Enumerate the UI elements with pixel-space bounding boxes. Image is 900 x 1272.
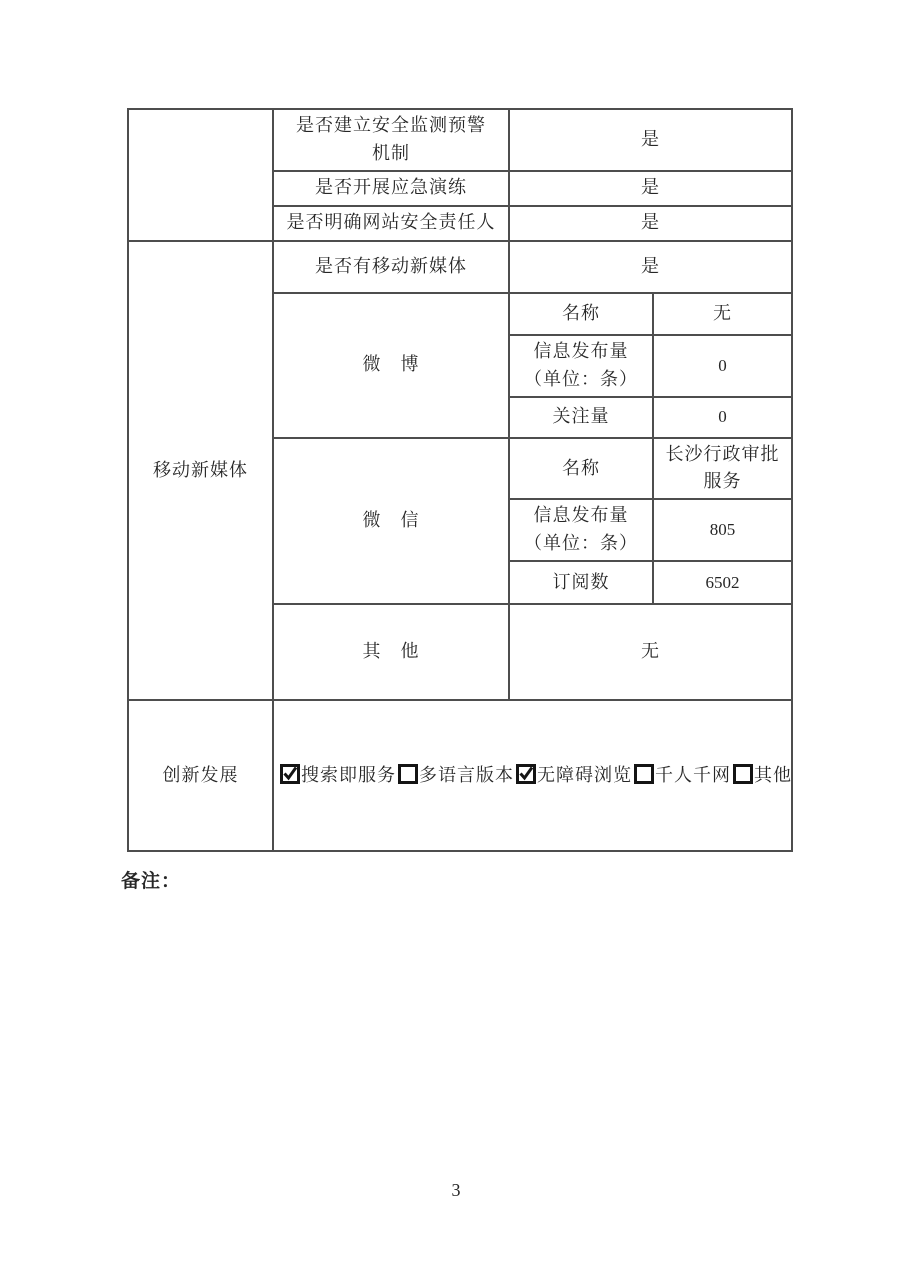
security-monitor-label-cell [273,109,509,171]
weibo-followers-value-cell [653,397,792,438]
security-drill-value: 是 [641,177,660,198]
checked-checkbox-icon [280,764,300,784]
unchecked-checkbox-icon [634,764,654,784]
wechat-name-label: 名称 [562,457,600,478]
innovation-options [278,762,792,790]
innovation-section-label: 创新发展 [162,764,239,785]
weibo-posts-value: 0 [718,355,727,375]
wechat-subscribers-label-cell [509,561,653,604]
wechat-name-label-cell [509,438,653,500]
checked-checkbox-icon [516,764,536,784]
other-media-value: 无 [641,641,660,662]
wechat-posts-value: 805 [709,520,736,540]
weibo-label-cell [273,293,509,438]
security-monitor-label: 是否建立安全监测预警机制 [296,115,486,163]
other-media-value-cell [509,604,792,700]
mobile-media-section-label-cell [128,241,273,700]
security-officer-label: 是否明确网站安全责任人 [286,212,496,233]
has-mobile-media-value-cell [509,241,792,293]
wechat-posts-value-cell [653,499,792,561]
weibo-name-label: 名称 [562,302,600,323]
weibo-name-value: 无 [713,302,732,323]
weibo-posts-label: 信息发布量 [533,340,629,361]
wechat-name-value-cell [653,438,792,500]
checkbox-option-label: 千人千网 [655,764,731,785]
innovation-section-label-cell [128,700,273,851]
wechat-subscribers-value: 6502 [705,572,740,592]
security-drill-label: 是否开展应急演练 [315,177,467,198]
wechat-subscribers-value-cell [653,561,792,604]
weibo-posts-value-cell [653,335,792,397]
report-table [127,108,793,852]
weibo-name-value-cell [653,293,792,335]
wechat-posts-label-sub: （单位：条） [524,533,638,554]
security-drill-label-cell [273,171,509,206]
has-mobile-media-label-cell [273,241,509,293]
mobile-media-section-label: 移动新媒体 [153,459,248,480]
security-officer-label-cell [273,206,509,241]
security-monitor-value-cell [509,109,792,171]
wechat-name-value: 长沙行政审批服务 [665,443,780,492]
security-monitor-value: 是 [641,128,660,149]
checkbox-option-label: 无障碍浏览 [537,764,632,785]
checkbox-option-label: 搜索即服务 [301,764,396,785]
checkbox-option-label: 其他 [754,764,792,785]
other-media-label: 其 他 [362,641,420,662]
unchecked-checkbox-icon [733,764,753,784]
security-officer-value: 是 [641,212,660,233]
wechat-subscribers-label: 订阅数 [552,571,610,592]
wechat-label: 微 信 [362,509,420,530]
has-mobile-media-label: 是否有移动新媒体 [315,255,467,276]
wechat-posts-label: 信息发布量 [533,505,629,526]
wechat-label-cell [273,438,509,605]
notes-label: 备注： [121,871,182,892]
weibo-posts-label-cell [509,335,653,397]
weibo-followers-label-cell [509,397,653,438]
checkbox-option [396,765,514,785]
has-mobile-media-value: 是 [641,255,660,276]
weibo-posts-label-sub: （单位：条） [524,368,638,389]
checkbox-option-label: 多语言版本 [419,764,514,785]
weibo-label: 微 博 [362,354,420,375]
section-label-empty-cell [128,109,273,241]
weibo-followers-label: 关注量 [552,406,610,427]
checkbox-option [731,765,792,785]
security-officer-value-cell [509,206,792,241]
checkbox-option [278,765,396,785]
wechat-posts-label-cell [509,499,653,561]
weibo-followers-value: 0 [718,407,727,427]
checkbox-option [514,765,632,785]
page-number: 3 [451,1180,461,1200]
security-drill-value-cell [509,171,792,206]
other-media-label-cell [273,604,509,700]
unchecked-checkbox-icon [398,764,418,784]
weibo-name-label-cell [509,293,653,335]
checkbox-option [632,765,731,785]
innovation-options-cell [273,700,792,851]
